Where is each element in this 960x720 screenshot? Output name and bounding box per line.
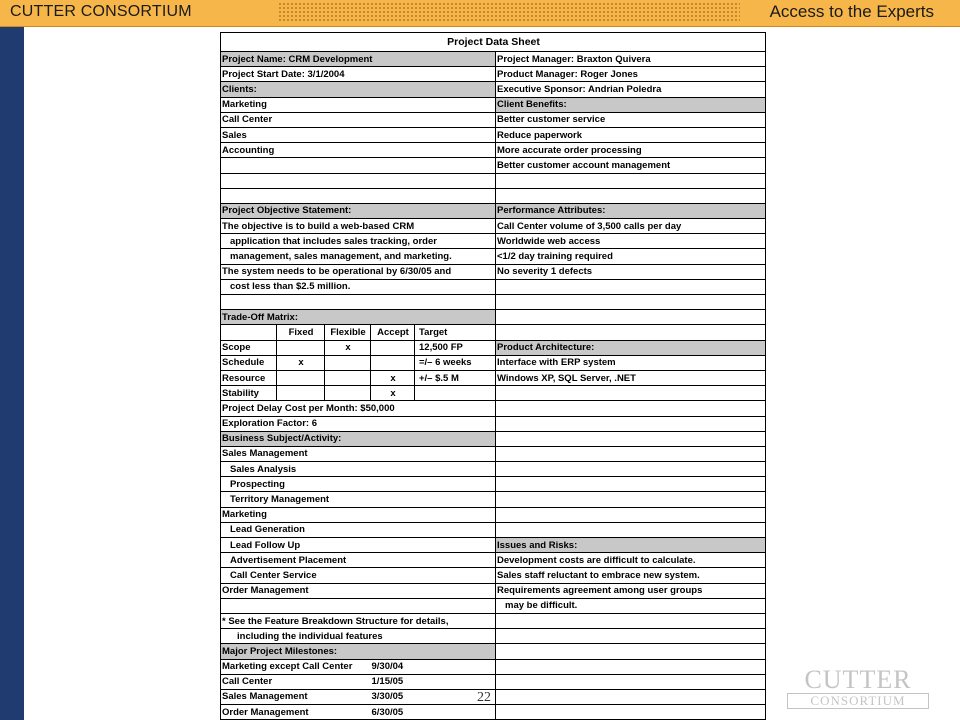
- tradeoff-column: Accept: [371, 325, 415, 340]
- milestone-row: [221, 674, 766, 689]
- milestone-name: Marketing except Call Center: [221, 659, 371, 674]
- milestone-row: [221, 689, 766, 704]
- tradeoff-accept: [371, 355, 415, 370]
- empty-cell: [221, 188, 496, 203]
- business-item: Lead Generation: [221, 522, 496, 537]
- empty-cell: [496, 173, 766, 188]
- table-row: [221, 203, 766, 218]
- table-row: [221, 583, 766, 598]
- benefits-header: Client Benefits:: [496, 97, 766, 112]
- tradeoff-column: Fixed: [277, 325, 325, 340]
- tradeoff-row: [221, 370, 766, 385]
- objective-header: Project Objective Statement:: [221, 203, 496, 218]
- issue-item: Requirements agreement among user groups: [496, 583, 766, 598]
- benefit-item: Reduce paperwork: [496, 127, 766, 142]
- table-row: [221, 249, 766, 264]
- business-item: Prospecting: [221, 477, 496, 492]
- architecture-item: Interface with ERP system: [496, 355, 766, 370]
- issues-header: Issues and Risks:: [496, 538, 766, 553]
- table-row: [221, 112, 766, 127]
- product-manager: Product Manager: Roger Jones: [496, 67, 766, 82]
- empty-cell: [221, 173, 496, 188]
- milestone-date: 9/30/04: [371, 659, 496, 674]
- brand-name: CUTTER CONSORTIUM: [10, 3, 192, 20]
- empty-cell: [496, 416, 766, 431]
- performance-item: Call Center volume of 3,500 calls per day: [496, 219, 766, 234]
- header-bar: [0, 0, 960, 27]
- executive-sponsor: Executive Sponsor: Andrian Poledra: [496, 82, 766, 97]
- business-header: Business Subject/Activity:: [221, 431, 496, 446]
- tradeoff-accept: x: [371, 370, 415, 385]
- business-item: Sales Analysis: [221, 462, 496, 477]
- client-item: Call Center: [221, 112, 496, 127]
- objective-line: The system needs to be operational by 6/30/05 and: [221, 264, 496, 279]
- client-item: Sales: [221, 127, 496, 142]
- table-row: [221, 462, 766, 477]
- table-row: [221, 492, 766, 507]
- empty-cell: [496, 492, 766, 507]
- performance-item: No severity 1 defects: [496, 264, 766, 279]
- empty-cell: [496, 279, 766, 294]
- table-row: [221, 279, 766, 294]
- tradeoff-column: Flexible: [325, 325, 371, 340]
- empty-cell: [496, 659, 766, 674]
- tradeoff-flexible: [325, 370, 371, 385]
- table-row: [221, 97, 766, 112]
- table-row: [221, 507, 766, 522]
- tradeoff-fixed: x: [277, 355, 325, 370]
- objective-line: management, sales management, and marketing.: [221, 249, 496, 264]
- milestone-date: 3/30/05: [371, 689, 496, 704]
- empty-cell: [221, 295, 496, 310]
- empty-cell: [496, 507, 766, 522]
- sheet-title-row: [221, 33, 766, 52]
- sheet-title: Project Data Sheet: [221, 33, 766, 52]
- milestone-name: Call Center: [221, 674, 371, 689]
- empty-cell: [496, 477, 766, 492]
- table-row: [221, 158, 766, 173]
- cutter-logo: [787, 665, 929, 709]
- tradeoff-column-row: [221, 325, 766, 340]
- table-row: [221, 188, 766, 203]
- tradeoff-header: Trade-Off Matrix:: [221, 310, 496, 325]
- tradeoff-accept: [371, 340, 415, 355]
- empty-cell: [496, 462, 766, 477]
- empty-cell: [496, 689, 766, 704]
- table-row: [221, 477, 766, 492]
- table-row: [221, 538, 766, 553]
- tradeoff-fixed: [277, 370, 325, 385]
- tradeoff-accept: x: [371, 386, 415, 401]
- table-row: [221, 522, 766, 537]
- tradeoff-row: [221, 355, 766, 370]
- empty-cell: [496, 386, 766, 401]
- empty-cell: [496, 705, 766, 720]
- business-item: Call Center Service: [221, 568, 496, 583]
- benefit-item: Better customer account management: [496, 158, 766, 173]
- table-row: [221, 295, 766, 310]
- objective-line: cost less than $2.5 million.: [221, 279, 496, 294]
- table-row: [221, 264, 766, 279]
- business-item: Sales Management: [221, 446, 496, 461]
- footnote-line: * See the Feature Breakdown Structure for details,: [221, 613, 496, 628]
- tradeoff-row: [221, 340, 766, 355]
- business-item: Marketing: [221, 507, 496, 522]
- table-row: [221, 598, 766, 613]
- issue-item: Sales staff reluctant to embrace new system.: [496, 568, 766, 583]
- table-row: [221, 143, 766, 158]
- table-row: [221, 401, 766, 416]
- performance-item: Worldwide web access: [496, 234, 766, 249]
- empty-cell: [496, 310, 766, 325]
- milestone-name: Order Management: [221, 705, 371, 720]
- logo-line-2: CONSORTIUM: [787, 693, 929, 709]
- table-row: [221, 644, 766, 659]
- page-number: 22: [477, 690, 491, 705]
- table-row: [221, 446, 766, 461]
- tradeoff-target: +/– $.5 M: [415, 370, 496, 385]
- dotted-divider: [278, 2, 740, 22]
- tradeoff-flexible: [325, 355, 371, 370]
- business-item: Advertisement Placement: [221, 553, 496, 568]
- table-row: [221, 219, 766, 234]
- table-row: [221, 82, 766, 97]
- table-row: [221, 67, 766, 82]
- table-row: [221, 416, 766, 431]
- tradeoff-label: Scope: [221, 340, 277, 355]
- table-row: [221, 173, 766, 188]
- table-row: [221, 629, 766, 644]
- business-item: Lead Follow Up: [221, 538, 496, 553]
- empty-cell: [496, 522, 766, 537]
- delay-cost: Project Delay Cost per Month: $50,000: [221, 401, 496, 416]
- left-stripe: [0, 27, 24, 720]
- performance-item: <1/2 day training required: [496, 249, 766, 264]
- table-row: [221, 127, 766, 142]
- empty-cell: [496, 674, 766, 689]
- client-item: Accounting: [221, 143, 496, 158]
- benefit-item: Better customer service: [496, 112, 766, 127]
- table-row: [221, 553, 766, 568]
- benefit-item: More accurate order processing: [496, 143, 766, 158]
- tradeoff-label: Schedule: [221, 355, 277, 370]
- tradeoff-label: Stability: [221, 386, 277, 401]
- table-row: [221, 310, 766, 325]
- tradeoff-flexible: [325, 386, 371, 401]
- tagline: Access to the Experts: [769, 2, 934, 21]
- milestone-row: [221, 705, 766, 720]
- business-item: Territory Management: [221, 492, 496, 507]
- client-item: Marketing: [221, 97, 496, 112]
- milestone-row: [221, 659, 766, 674]
- empty-cell: [496, 401, 766, 416]
- architecture-header: Product Architecture:: [496, 340, 766, 355]
- milestone-date: 1/15/05: [371, 674, 496, 689]
- table-row: [221, 431, 766, 446]
- empty-cell: [221, 598, 496, 613]
- tradeoff-fixed: [277, 340, 325, 355]
- tradeoff-target: =/– 6 weeks: [415, 355, 496, 370]
- tradeoff-target: 12,500 FP: [415, 340, 496, 355]
- tradeoff-fixed: [277, 386, 325, 401]
- tradeoff-column: Target: [415, 325, 496, 340]
- tradeoff-target: [415, 386, 496, 401]
- milestone-name: Sales Management: [221, 689, 371, 704]
- exploration-factor: Exploration Factor: 6: [221, 416, 496, 431]
- milestones-header: Major Project Milestones:: [221, 644, 496, 659]
- performance-header: Performance Attributes:: [496, 203, 766, 218]
- issue-item: Development costs are difficult to calculate.: [496, 553, 766, 568]
- logo-line-1: CUTTER: [804, 665, 912, 694]
- footnote-line: including the individual features: [221, 629, 496, 644]
- empty-cell: [496, 613, 766, 628]
- table-row: [221, 613, 766, 628]
- clients-header: Clients:: [221, 82, 496, 97]
- table-row: [221, 52, 766, 67]
- project-data-sheet: [220, 32, 766, 720]
- project-manager: Project Manager: Braxton Quivera: [496, 52, 766, 67]
- start-date: Project Start Date: 3/1/2004: [221, 67, 496, 82]
- empty-cell: [496, 295, 766, 310]
- objective-line: application that includes sales tracking, order: [221, 234, 496, 249]
- empty-cell: [496, 431, 766, 446]
- business-item: Order Management: [221, 583, 496, 598]
- tradeoff-row: [221, 386, 766, 401]
- objective-line: The objective is to build a web-based CRM: [221, 219, 496, 234]
- project-name: Project Name: CRM Development: [221, 52, 496, 67]
- empty-cell: [496, 325, 766, 340]
- empty-cell: [496, 629, 766, 644]
- empty-cell: [496, 188, 766, 203]
- issue-item: may be difficult.: [496, 598, 766, 613]
- tradeoff-label: Resource: [221, 370, 277, 385]
- architecture-item: Windows XP, SQL Server, .NET: [496, 370, 766, 385]
- empty-cell: [221, 325, 277, 340]
- table-row: [221, 568, 766, 583]
- empty-cell: [496, 644, 766, 659]
- milestone-date: 6/30/05: [371, 705, 496, 720]
- table-row: [221, 234, 766, 249]
- tradeoff-flexible: x: [325, 340, 371, 355]
- empty-cell: [496, 446, 766, 461]
- empty-cell: [221, 158, 496, 173]
